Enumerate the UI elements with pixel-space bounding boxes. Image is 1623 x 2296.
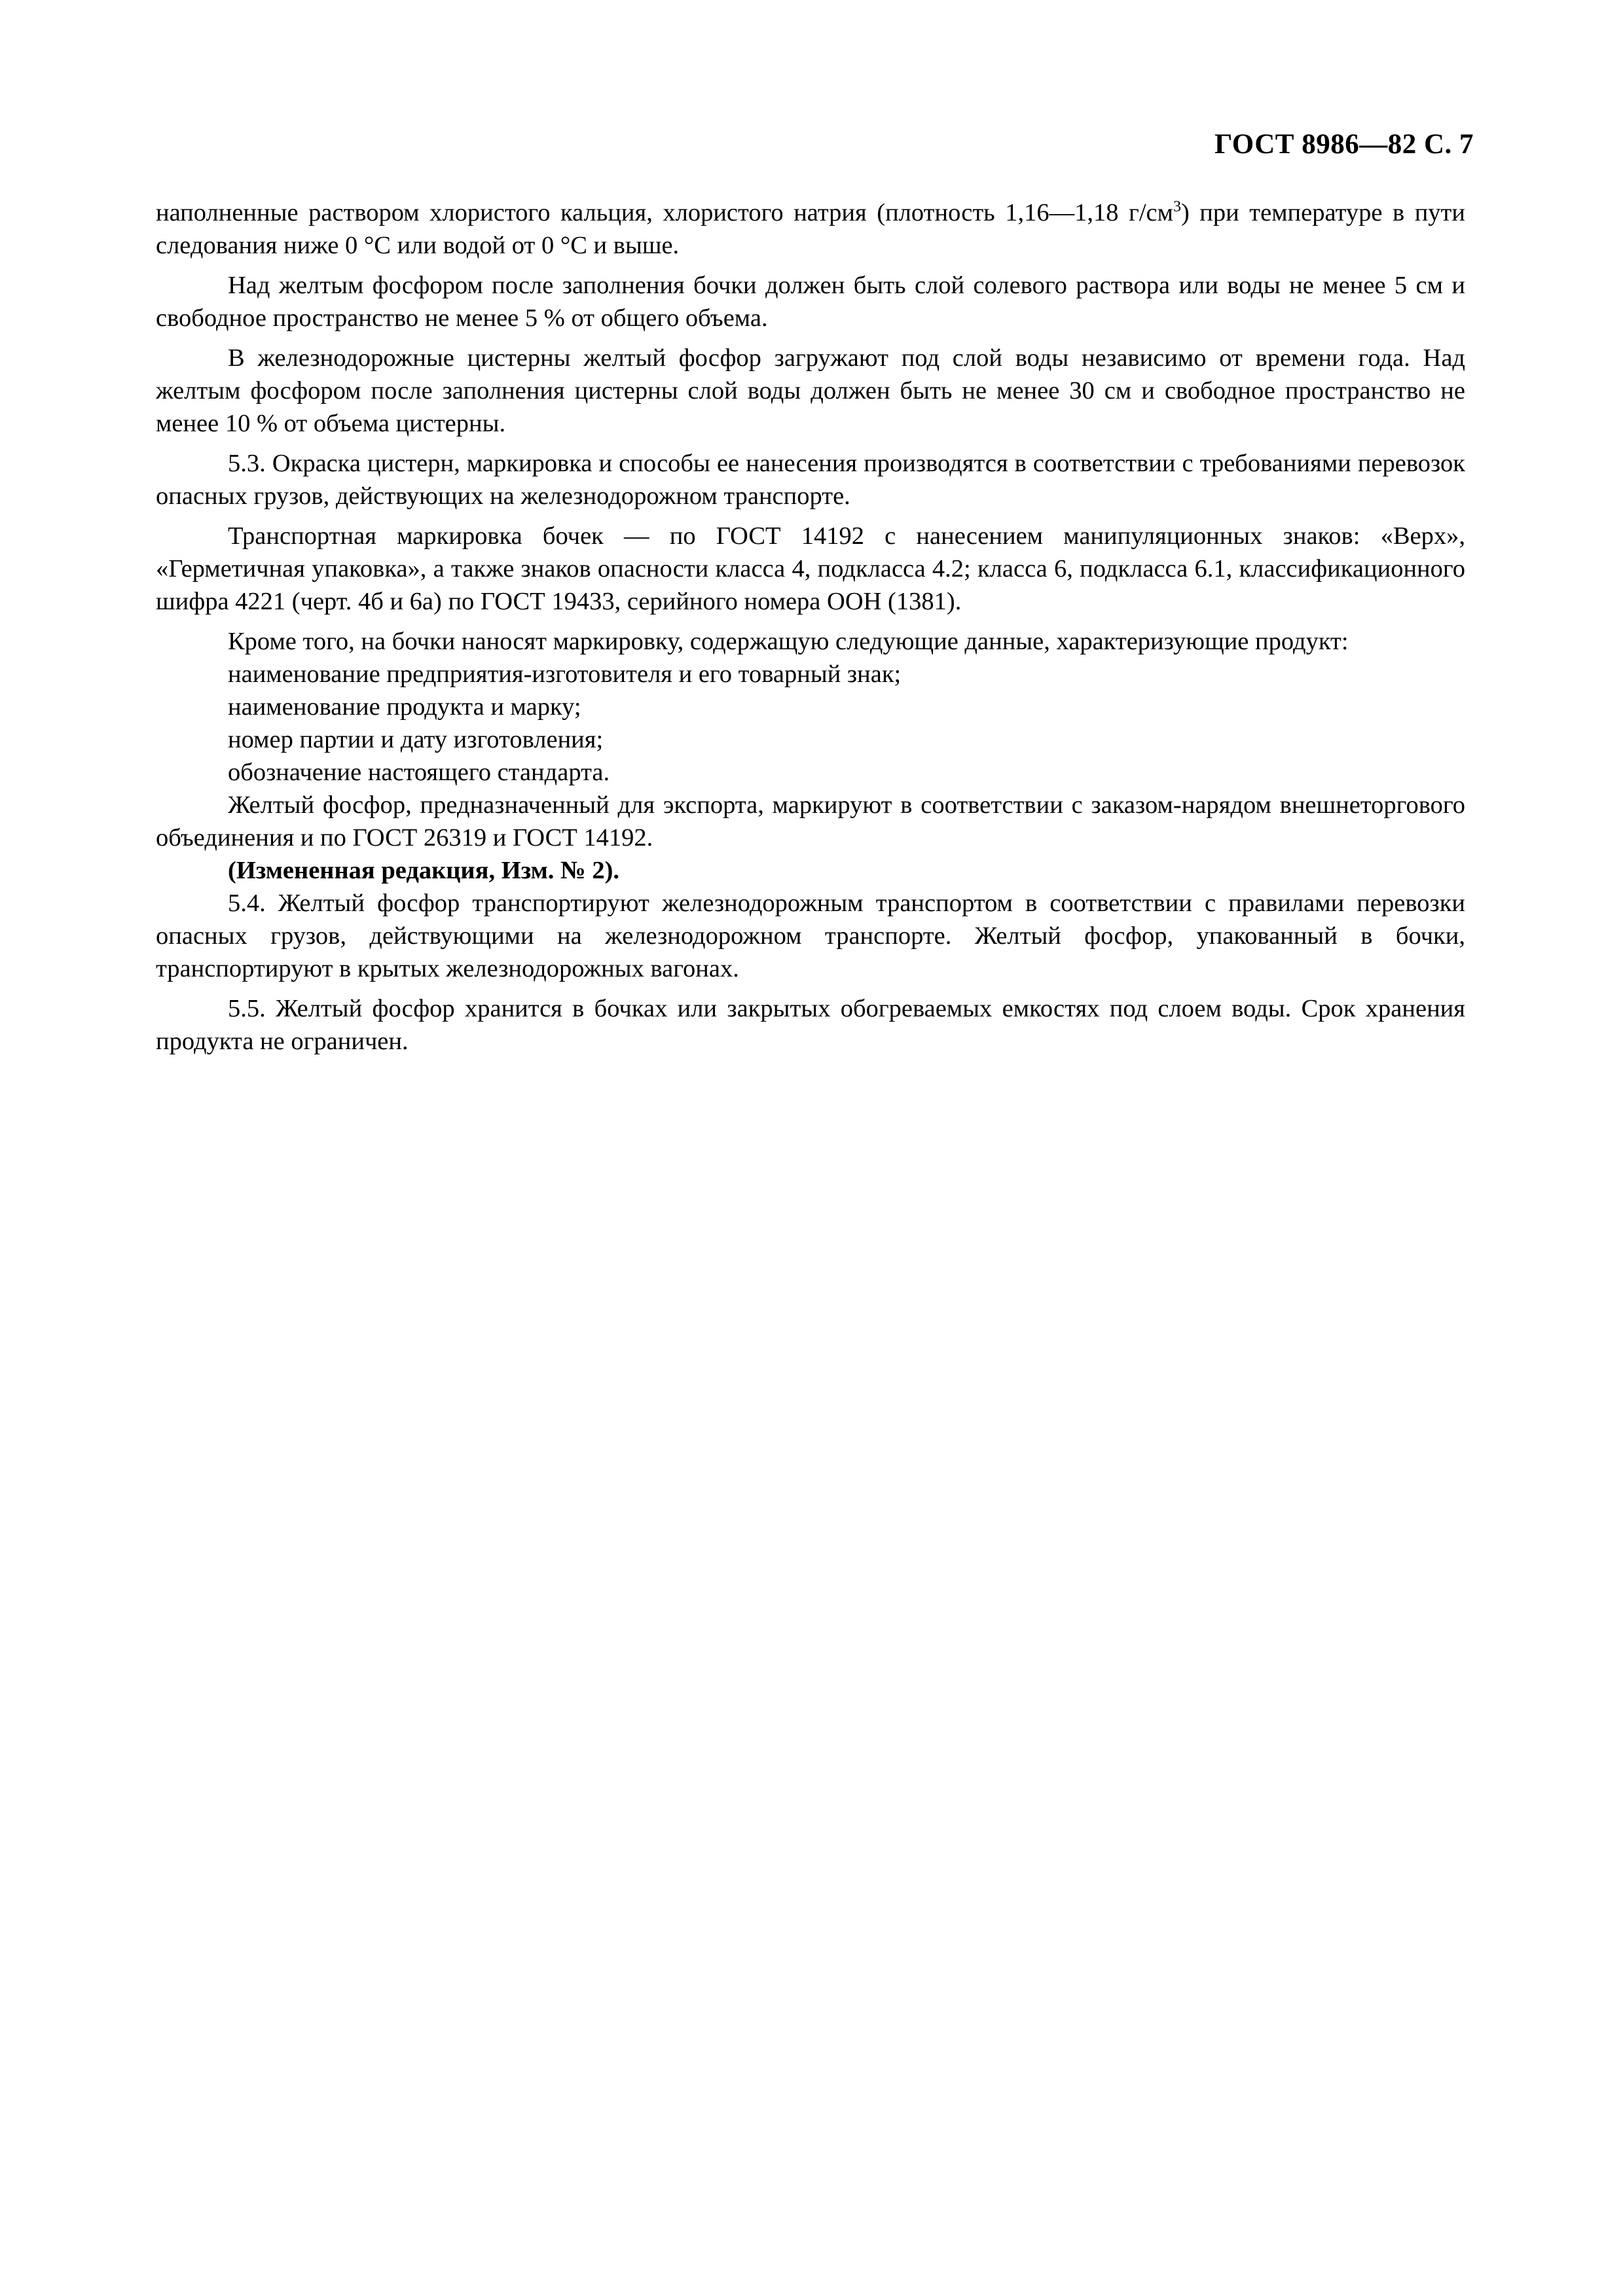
paragraph: Над желтым фосфором после заполнения бочки должен быть слой солевого раствора или воды не менее 5 см и свободное пространство не менее 5 % от общего объема. (156, 272, 1465, 332)
list-item: номер партии и дату изготовления; (228, 726, 604, 753)
list-item: наименование продукта и марку; (228, 693, 581, 721)
page-header: ГОСТ 8986—82 С. 7 (1214, 129, 1474, 160)
paragraph: Транспортная маркировка бочек — по ГОСТ 14192 с нанесением манипуляционных знаков: «Верх», «Герметичная упаковка», а также знаков опасности класса 4, подкласса 4.2; класса 6, подкласса 6.1, классификационного шифра 4221 (черт. 4б и 6а) по ГОСТ 19433, серийного номера ООН (1381). (156, 522, 1465, 615)
superscript: 3 (1173, 198, 1181, 216)
list-item: обозначение настоящего стандарта. (228, 759, 610, 786)
paragraph: Желтый фосфор, предназначенный для экспорта, маркируют в соответствии с заказом-нарядом внешнеторгового объединения и по ГОСТ 26319 и ГОСТ 14192. (156, 791, 1465, 852)
paragraph: В железнодорожные цистерны желтый фосфор загружают под слой воды независимо от времени года. Над желтым фосфором после заполнения цистерны слой воды должен быть не менее 30 см и свободное пространство не менее 10 % от объема цистерны. (156, 344, 1465, 437)
amendment-note: (Измененная редакция, Изм. № 2). (228, 857, 620, 884)
paragraph-continuation: наполненные раствором хлористого кальция, хлористого натрия (плотность 1,16—1,18 $г/см^3$) при температуре в пути следования ниже 0 °C или водой от 0 °C и выше. (156, 198, 1465, 259)
paragraph-5-5: 5.5. Желтый фосфор хранится в бочках или закрытых обогреваемых емкостях под слоем воды. Срок хранения продукта не ограничен. (156, 995, 1465, 1055)
list-item: наименование предприятия-изготовителя и его товарный знак; (228, 660, 902, 688)
paragraph-5-4: 5.4. Желтый фосфор транспортируют железнодорожным транспортом в соответствии с правилами перевозки опасных грузов, действующими на железнодорожном транспорте. Желтый фосфор, упакованный в бочки, транспортируют в крытых железнодорожных вагонах. (156, 889, 1465, 982)
paragraph-5-3: 5.3. Окраска цистерн, маркировка и способы ее нанесения производятся в соответствии с требованиями перевозок опасных грузов, действующих на железнодорожном транспорте. (156, 450, 1465, 510)
paragraph: Кроме того, на бочки наносят маркировку, содержащую следующие данные, характеризующие продукт: (228, 628, 1349, 655)
document-body (156, 196, 1465, 1058)
